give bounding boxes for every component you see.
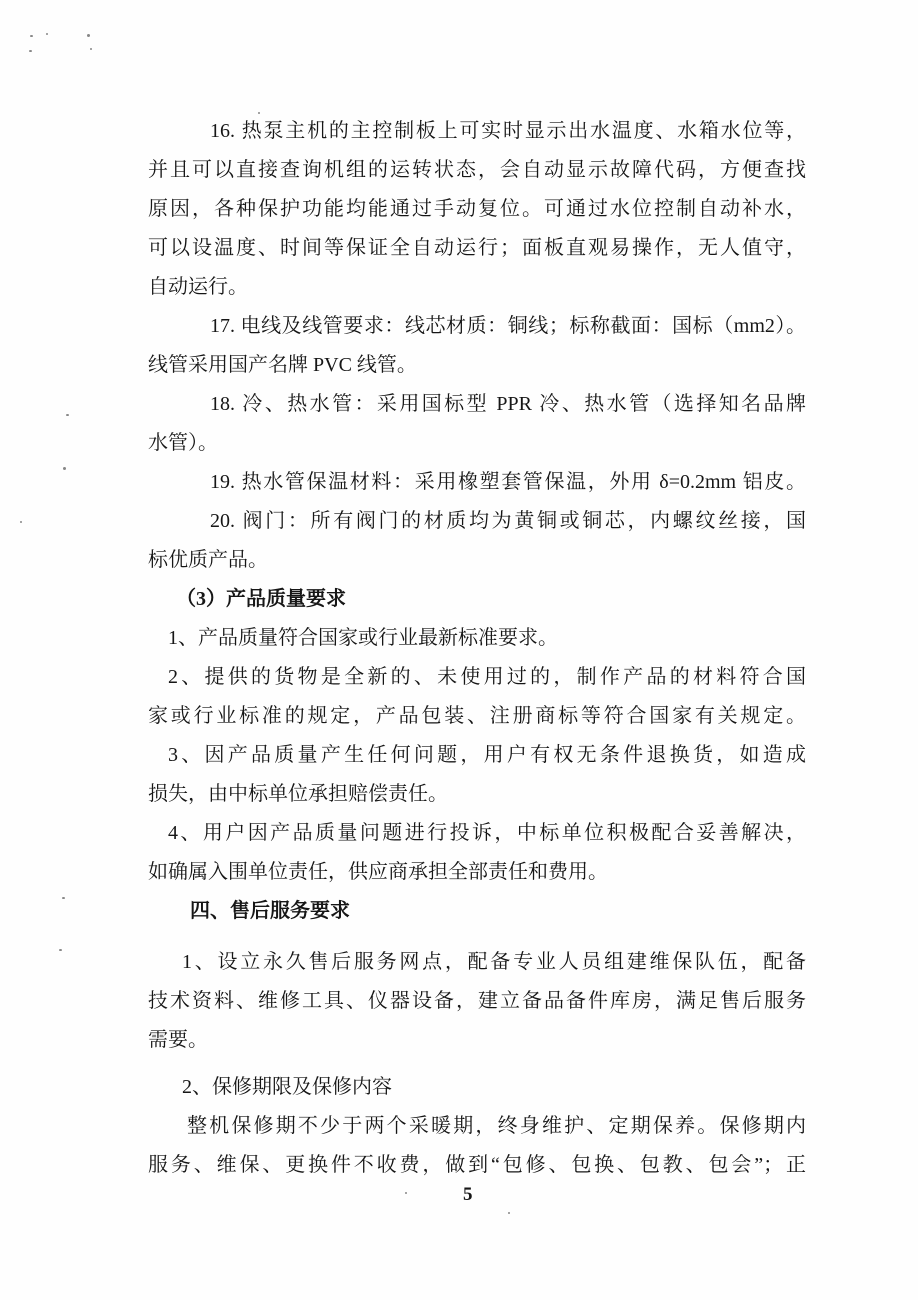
scan-speck bbox=[59, 949, 62, 951]
scan-speck bbox=[62, 897, 65, 899]
text-column bbox=[148, 112, 806, 1185]
text-line: 16. 热泵主机的主控制板上可实时显示出水温度、水箱水位等， bbox=[210, 120, 806, 142]
scan-speck bbox=[405, 1192, 407, 1194]
text-line: 1、产品质量符合国家或行业最新标准要求。 bbox=[168, 627, 558, 649]
text-line: 如确属入围单位责任，供应商承担全部责任和费用。 bbox=[148, 861, 608, 883]
scan-speck bbox=[508, 1212, 510, 1214]
scan-speck bbox=[63, 467, 66, 470]
scan-speck bbox=[87, 34, 90, 37]
text-line: 水管）。 bbox=[148, 432, 218, 454]
page-number: 5 bbox=[463, 1184, 473, 1205]
text-line: 标优质产品。 bbox=[148, 549, 268, 571]
text-line: 损失，由中标单位承担赔偿责任。 bbox=[148, 783, 448, 805]
scan-speck bbox=[30, 35, 33, 37]
scan-speck bbox=[46, 33, 48, 35]
text-line: 原因，各种保护功能均能通过手动复位。可通过水位控制自动补水， bbox=[148, 198, 806, 220]
text-line: 需要。 bbox=[148, 1029, 208, 1051]
text-line: 4、用户因产品质量问题进行投诉，中标单位积极配合妥善解决， bbox=[168, 822, 806, 844]
text-line: 19. 热水管保温材料：采用橡塑套管保温，外用 δ=0.2mm 铝皮。 bbox=[210, 471, 806, 493]
text-line: 2、保修期限及保修内容 bbox=[182, 1076, 392, 1098]
text-line: 1、设立永久售后服务网点，配备专业人员组建维保队伍，配备 bbox=[182, 951, 806, 973]
section-heading-after-sales: 四、售后服务要求 bbox=[190, 900, 350, 922]
text-line: 18. 冷、热水管：采用国标型 PPR 冷、热水管（选择知名品牌 bbox=[210, 393, 806, 415]
text-line: 可以设温度、时间等保证全自动运行；面板直观易操作，无人值守， bbox=[148, 237, 806, 259]
text-line: 家或行业标准的规定，产品包装、注册商标等符合国家有关规定。 bbox=[148, 705, 806, 727]
text-line: 17. 电线及线管要求：线芯材质：铜线；标称截面：国标（mm2）。 bbox=[210, 315, 806, 337]
scan-speck bbox=[20, 521, 22, 523]
text-line: 3、因产品质量产生任何问题，用户有权无条件退换货，如造成 bbox=[168, 744, 806, 766]
text-line: 并且可以直接查询机组的运转状态，会自动显示故障代码，方便查找 bbox=[148, 159, 806, 181]
text-line: 服务、维保、更换件不收费，做到“包修、包换、包教、包会”；正 bbox=[148, 1154, 806, 1176]
text-line: 技术资料、维修工具、仪器设备，建立备品备件库房，满足售后服务 bbox=[148, 990, 806, 1012]
scan-speck bbox=[90, 48, 92, 50]
text-line: 20. 阀门：所有阀门的材质均为黄铜或铜芯，内螺纹丝接，国 bbox=[210, 510, 806, 532]
scan-speck bbox=[66, 414, 69, 416]
section-heading-product-quality: （3）产品质量要求 bbox=[176, 588, 346, 610]
text-line: 整机保修期不少于两个采暖期，终身维护、定期保养。保修期内 bbox=[187, 1115, 806, 1137]
text-line: 自动运行。 bbox=[148, 276, 248, 298]
text-line: 线管采用国产名牌 PVC 线管。 bbox=[148, 354, 417, 376]
scan-speck bbox=[29, 50, 32, 52]
text-line: 2、提供的货物是全新的、未使用过的，制作产品的材料符合国 bbox=[168, 666, 806, 688]
